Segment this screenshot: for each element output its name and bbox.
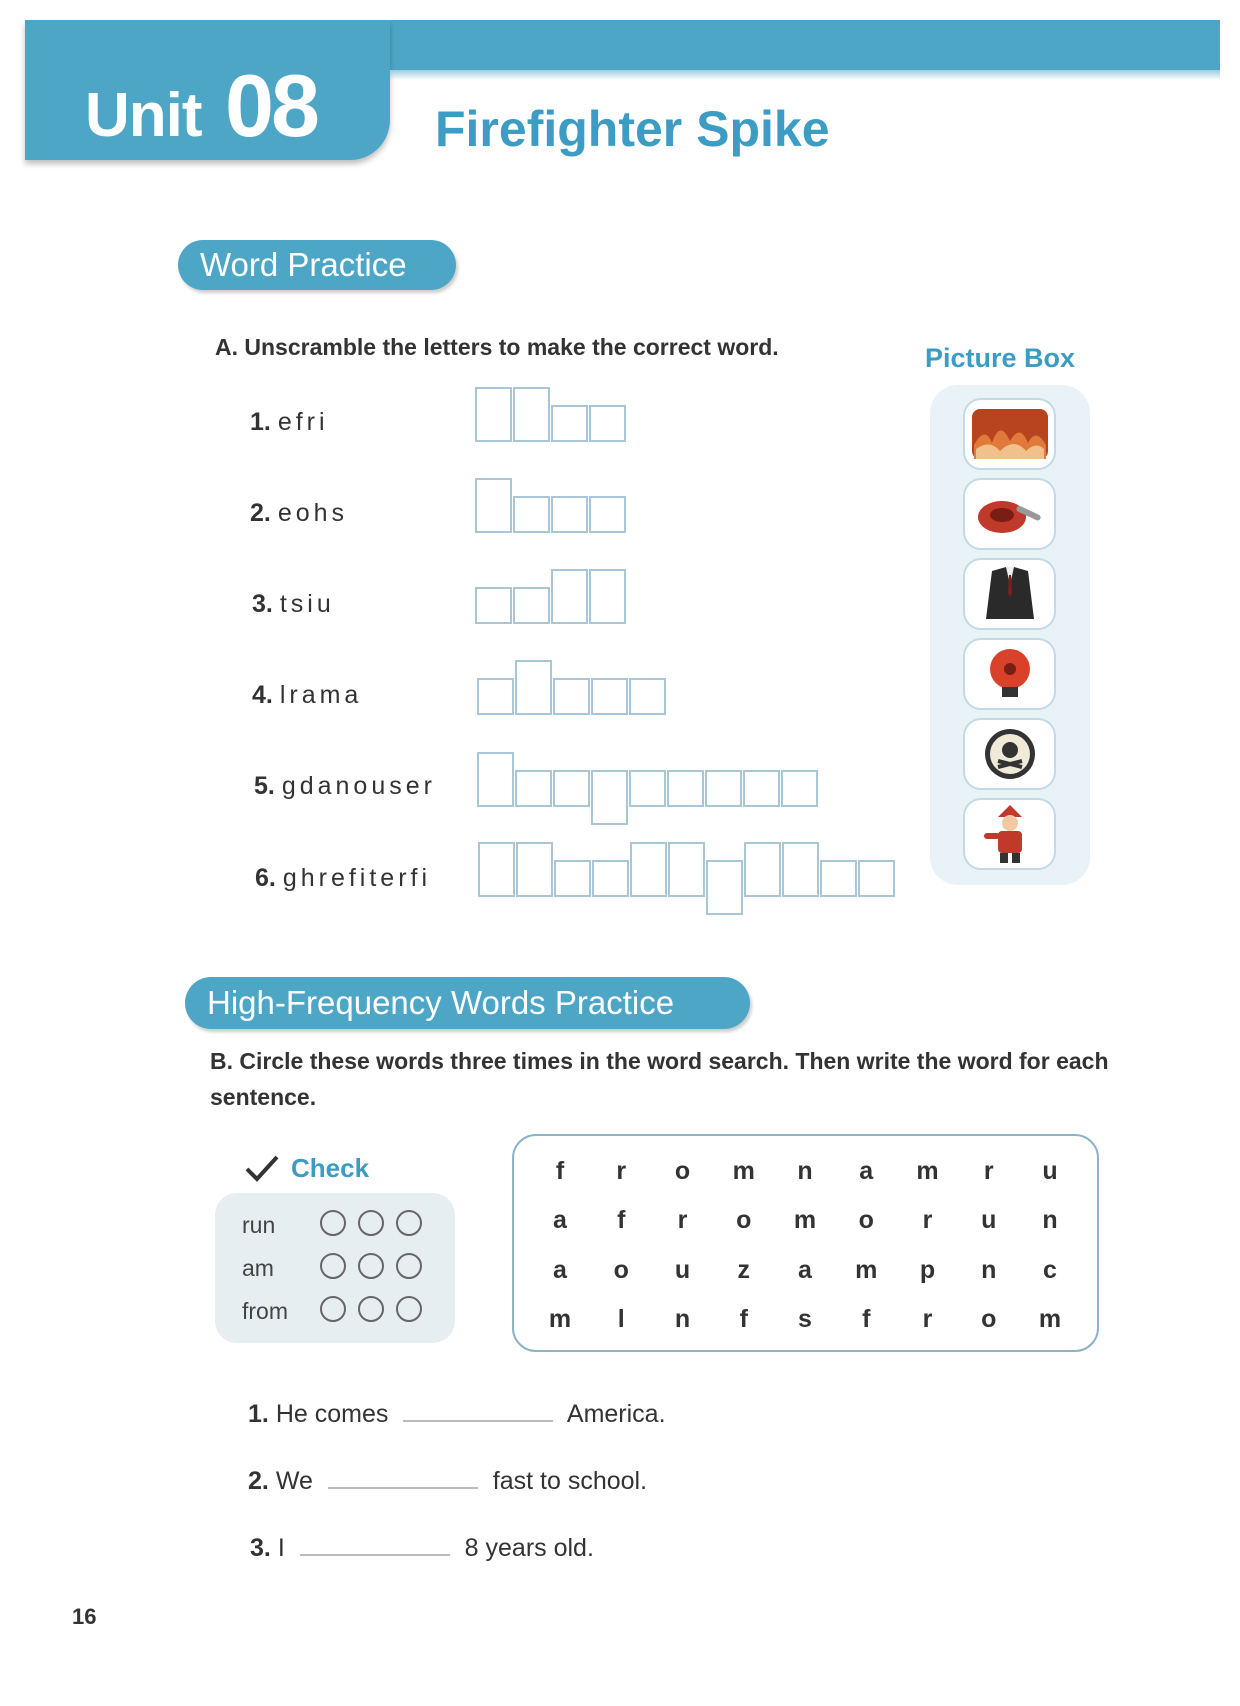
unit-label: Unit [85,81,202,150]
picture-box-title: Picture Box [925,343,1076,373]
letter-box[interactable] [516,842,553,897]
grid-letter[interactable]: o [674,1157,691,1185]
firefighter-icon [963,798,1056,870]
check-circle[interactable] [358,1253,384,1279]
page-number: 16 [72,1604,97,1629]
check-word: run [242,1212,276,1238]
scrambled-word: eohs [277,499,349,527]
letter-box[interactable] [591,678,628,715]
letter-box[interactable] [554,860,591,897]
word-search-row [545,1206,1065,1235]
sentence-1 [248,1398,666,1429]
check-circles-from [320,1296,422,1322]
letter-box[interactable] [705,770,742,807]
letter-box[interactable] [592,860,629,897]
check-circle[interactable] [358,1210,384,1236]
letter-box[interactable] [781,770,818,807]
letter-box[interactable] [589,569,626,624]
letter-box[interactable] [551,405,588,442]
letter-box[interactable] [744,842,781,897]
scrambled-word: tsiu [279,590,335,618]
grid-letter[interactable]: r [922,1305,933,1333]
check-row-run [242,1212,275,1239]
word-search-row [545,1157,1065,1186]
grid-letter[interactable]: u [981,1206,997,1234]
check-circle[interactable] [320,1253,346,1279]
sentence-after: America. [566,1400,666,1428]
alarm-icon [963,638,1056,710]
letter-box[interactable] [551,496,588,533]
grid-letter[interactable]: n [797,1157,813,1185]
grid-letter[interactable]: m [548,1305,572,1333]
sentence-3 [250,1532,594,1563]
grid-letter[interactable]: c [1043,1256,1057,1284]
grid-letter[interactable]: a [553,1256,567,1284]
unit-tab [25,20,390,160]
answer-boxes-6[interactable] [478,842,896,897]
letter-box[interactable] [630,842,667,897]
word-search-row [545,1305,1065,1334]
sentence-after: 8 years old. [464,1534,594,1562]
sentence-before: I [277,1534,285,1562]
word-search-row [545,1256,1065,1285]
grid-letter[interactable]: p [919,1256,936,1284]
letter-box[interactable] [553,678,590,715]
item-number: 4. [252,681,273,709]
scrambled-word: ghrefiterfi [282,864,432,892]
sentence-before: We [275,1467,313,1495]
answer-blank[interactable] [300,1532,450,1556]
grid-letter[interactable]: n [981,1256,997,1284]
item-number: 2. [250,499,271,527]
grid-letter[interactable]: o [736,1206,752,1234]
scramble-item-2 [250,499,348,528]
hf-practice-heading-text: High-Frequency Words Practice [207,984,675,1021]
check-word: am [242,1255,274,1281]
instruction-b: B. Circle these words three times in the word search. Then write the word for each sentence. [210,1048,1109,1110]
check-title-text: Check [291,1153,370,1183]
letter-box[interactable] [589,496,626,533]
grid-letter[interactable]: f [555,1157,565,1185]
letter-box[interactable] [515,660,552,715]
check-circle[interactable] [358,1296,384,1322]
letter-box[interactable] [475,587,512,624]
fire-icon [963,398,1056,470]
sentence-2 [248,1465,647,1496]
hf-practice-heading [185,977,750,1029]
check-word: from [242,1298,288,1324]
scrambled-word: lrama [279,681,363,709]
letter-box[interactable] [515,770,552,807]
sentence-number: 1. [248,1400,269,1428]
header-band-shadow [390,70,1220,80]
danger-sign-icon [963,718,1056,790]
grid-letter[interactable]: r [677,1206,688,1234]
letter-box[interactable] [706,860,743,915]
grid-letter[interactable]: m [732,1157,755,1185]
letter-box[interactable] [475,478,512,533]
grid-letter[interactable]: z [737,1256,750,1284]
hose-icon [963,478,1056,550]
letter-box[interactable] [475,387,512,442]
grid-letter[interactable]: m [855,1256,878,1284]
sentence-before: He comes [275,1400,389,1428]
grid-letter[interactable]: o [858,1206,874,1234]
letter-box[interactable] [478,842,515,897]
scramble-item-6 [255,864,431,893]
answer-boxes-5[interactable] [477,752,819,807]
grid-letter[interactable]: n [674,1305,691,1333]
check-circle[interactable] [396,1210,422,1236]
item-number: 3. [252,590,273,618]
grid-letter[interactable]: u [1042,1157,1058,1185]
sentence-number: 3. [250,1534,271,1562]
letter-box[interactable] [629,678,666,715]
item-number: 5. [254,772,275,800]
check-row-am [242,1255,274,1282]
check-circles-am [320,1253,422,1279]
letter-box[interactable] [743,770,780,807]
answer-boxes-1[interactable] [475,387,627,442]
scramble-item-1 [250,408,329,437]
scramble-item-5 [254,772,436,801]
page-title: Firefighter Spike [435,101,830,157]
answer-boxes-4[interactable] [477,660,667,715]
scrambled-word: efri [277,408,329,436]
suit-icon [963,558,1056,630]
grid-letter[interactable]: r [922,1206,933,1234]
grid-letter[interactable]: o [613,1256,629,1284]
letter-box[interactable] [553,770,590,807]
check-circle[interactable] [320,1296,346,1322]
letter-box[interactable] [477,752,514,807]
item-number: 1. [250,408,271,436]
checkmark-icon [245,1155,279,1183]
grid-letter[interactable]: s [798,1305,812,1333]
letter-box[interactable] [668,842,705,897]
scramble-item-4 [252,681,362,710]
letter-box[interactable] [858,860,895,897]
letter-box[interactable] [551,569,588,624]
sentence-after: fast to school. [492,1467,648,1495]
letter-box[interactable] [589,405,626,442]
grid-letter[interactable]: f [739,1305,748,1333]
answer-blank[interactable] [328,1465,478,1489]
grid-letter[interactable]: o [981,1305,997,1333]
letter-box[interactable] [477,678,514,715]
grid-letter[interactable]: m [1038,1305,1062,1333]
grid-letter[interactable]: a [859,1157,874,1185]
grid-letter[interactable]: f [617,1206,626,1234]
grid-letter[interactable]: r [616,1157,627,1185]
instruction-a: A. Unscramble the letters to make the correct word. [215,334,779,360]
check-circle[interactable] [320,1210,346,1236]
scrambled-word: gdanouser [281,772,436,800]
grid-letter[interactable]: m [793,1206,817,1234]
letter-box[interactable] [513,587,550,624]
grid-letter[interactable]: n [1042,1206,1058,1234]
check-title [245,1153,369,1184]
sentence-number: 2. [248,1467,269,1495]
answer-blank[interactable] [403,1398,553,1422]
grid-letter[interactable]: u [674,1256,691,1284]
item-number: 6. [255,864,276,892]
grid-letter[interactable]: r [983,1157,994,1185]
check-row-from [242,1298,288,1325]
letter-box[interactable] [629,770,666,807]
word-practice-heading [178,240,456,290]
grid-letter[interactable]: f [862,1305,871,1333]
letter-box[interactable] [782,842,819,897]
check-circle[interactable] [396,1253,422,1279]
letter-box[interactable] [591,770,628,825]
grid-letter[interactable]: a [798,1256,812,1284]
letter-box[interactable] [820,860,857,897]
letter-box[interactable] [513,387,550,442]
answer-boxes-3[interactable] [475,569,627,624]
answer-boxes-2[interactable] [475,478,627,533]
check-circle[interactable] [396,1296,422,1322]
word-practice-heading-text: Word Practice [200,246,407,283]
letter-box[interactable] [513,496,550,533]
grid-letter[interactable]: m [916,1157,939,1185]
unit-number: 08 [225,56,317,155]
letter-box[interactable] [667,770,704,807]
check-circles-run [320,1210,422,1236]
scramble-item-3 [252,590,335,619]
grid-letter[interactable]: l [617,1305,625,1333]
grid-letter[interactable]: a [553,1206,567,1234]
